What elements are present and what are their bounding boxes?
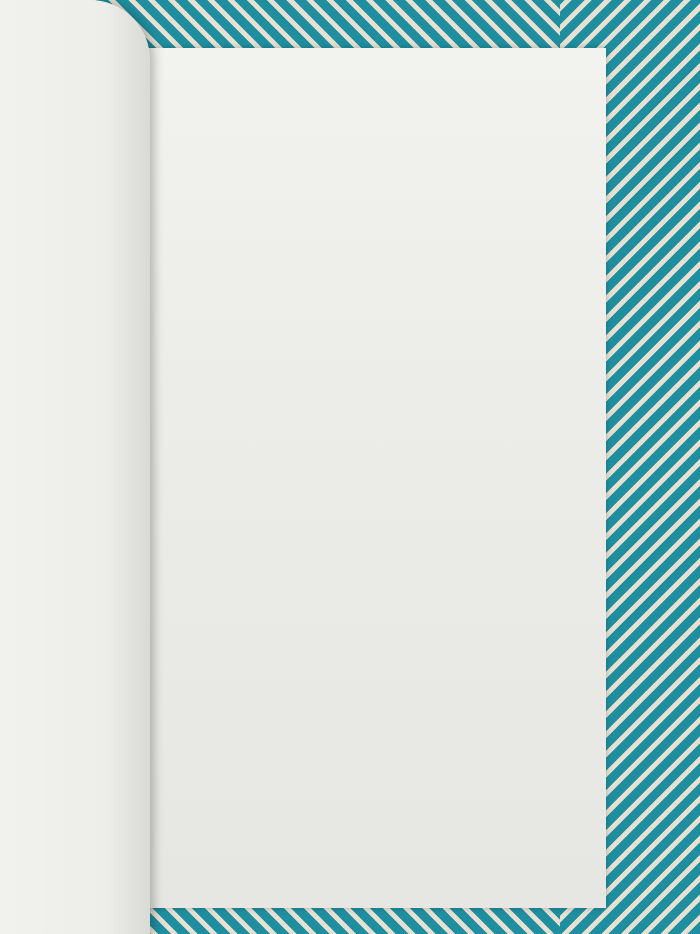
left-page: [0, 0, 150, 934]
book-page: [110, 48, 606, 908]
